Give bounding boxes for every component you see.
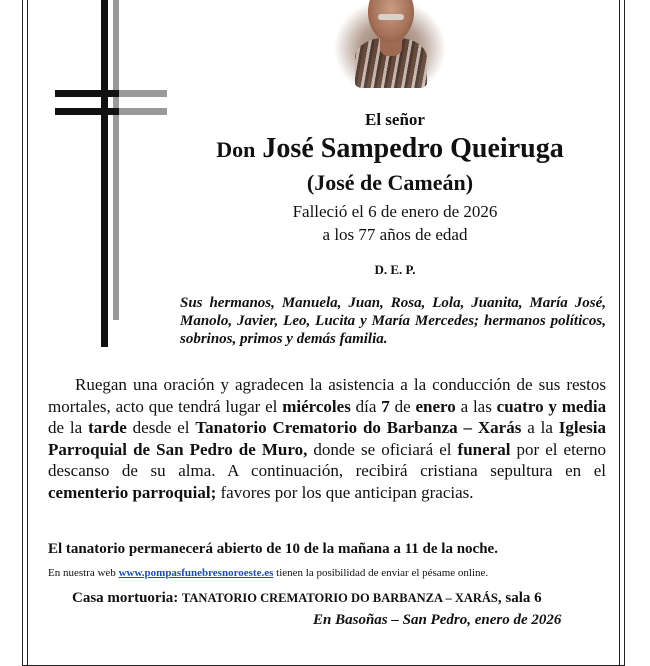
tanatorio-hours: El tanatorio permanecerá abierto de 10 de la mañana a 11 de la noche. — [48, 541, 498, 557]
place-date: En Basoñas – San Pedro, enero de 2026 — [313, 612, 562, 628]
deceased-name — [150, 133, 630, 165]
mortuary-house — [72, 590, 542, 607]
death-age: a los 77 años de edad — [322, 225, 468, 244]
website-link[interactable]: www.pompasfunebresnoroeste.es — [118, 567, 274, 579]
rip-text: D. E. P. — [374, 262, 416, 277]
death-date: Falleció el 6 de enero de 2026 — [292, 202, 498, 221]
cross-icon — [55, 0, 167, 350]
name-prefix: Don — [216, 137, 256, 162]
full-name: José Sampedro Queiruga — [262, 133, 564, 164]
casa-room: , sala 6 — [497, 590, 542, 606]
deceased-alias: (José de Cameán) — [306, 170, 474, 195]
intro-text: El señor — [365, 110, 425, 129]
mourners-list: Sus hermanos, Manuela, Juan, Rosa, Lola, Juanita, María José, Manolo, Javier, Leo, Lucita y María Mercedes; hermanos políticos, sobrinos, primos y demás familia. — [180, 295, 606, 347]
casa-label: Casa mortuoria: — [72, 590, 179, 606]
web-note: En nuestra web www.pompasfunebresnoroeste.es tienen la posibilidad de enviar el pésame online. — [48, 567, 489, 579]
ceremony-details: Ruegan una oración y agradecen la asistencia a la conducción de sus restos mortales, acto que tendrá lugar el miércoles día 7 de enero a las cuatro y media de la tarde desde el Tanatorio Crematorio do Barbanza – Xarás a la Iglesia Parroquial de San Pedro de Muro, donde se oficiará el funeral por el eterno descanso de su alma. A continuación, recibirá cristiana sepultura en el cementerio parroquial; favores por los que anticipan gracias. — [48, 375, 607, 502]
deceased-photo — [335, 0, 445, 88]
casa-place: TANATORIO CREMATORIO DO BARBANZA – XARÁS — [181, 591, 498, 605]
